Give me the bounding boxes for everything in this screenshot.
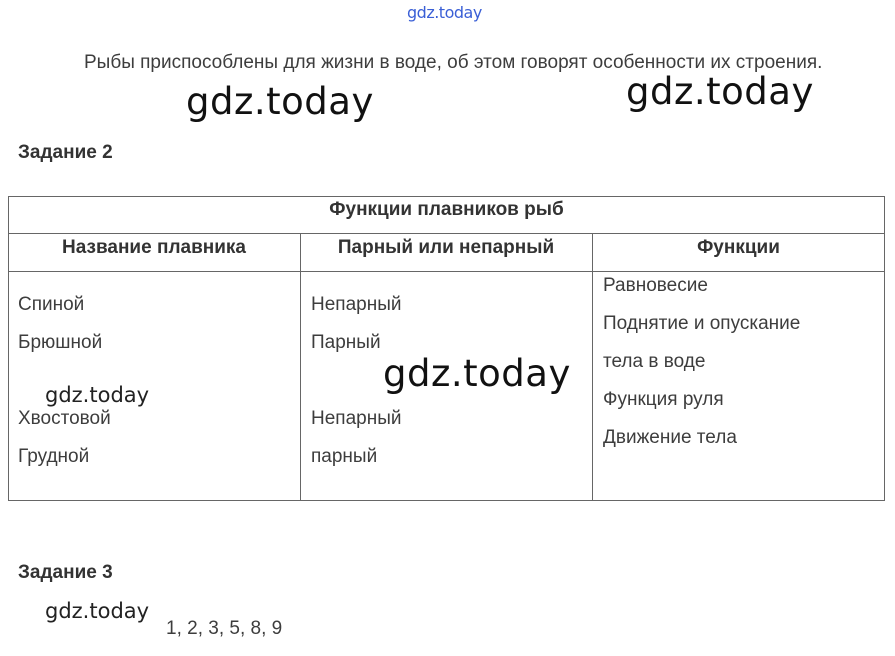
table-cell-function: Функция руля <box>603 389 724 410</box>
table-cell-fin-name: Спиной <box>18 294 85 315</box>
table-cell-paired: Непарный <box>311 294 402 315</box>
table-header-name: Название плавника <box>62 237 246 258</box>
watermark-task3: gdz.today <box>45 599 150 623</box>
table-cell-function: тела в воде <box>603 351 706 372</box>
table-cell-function: Поднятие и опускание <box>603 313 801 334</box>
table-cell-paired: парный <box>311 446 378 467</box>
watermark-large-right: gdz.today <box>626 70 814 113</box>
table-cell-fin-name: Брюшной <box>18 332 103 353</box>
table-header-paired: Парный или непарный <box>337 237 555 258</box>
table-header-functions: Функции <box>697 237 780 258</box>
table-cell-paired: Парный <box>311 332 381 353</box>
table-cell-function: Равновесие <box>603 275 708 296</box>
watermark-large-left: gdz.today <box>186 80 374 123</box>
table-cell-fin-name: Хвостовой <box>18 408 111 429</box>
table-col-divider-1 <box>300 233 301 501</box>
table-cell-paired: Непарный <box>311 408 402 429</box>
table-divider-header <box>8 271 885 272</box>
task3-heading: Задание 3 <box>18 562 113 583</box>
table-cell-fin-name: Грудной <box>18 446 90 467</box>
table-col-divider-2 <box>592 233 593 501</box>
table-divider-title <box>8 233 885 234</box>
table-title: Функции плавников рыб <box>329 199 564 220</box>
task3-answer: 1, 2, 3, 5, 8, 9 <box>166 618 283 639</box>
watermark-top: gdz.today <box>407 3 482 22</box>
task2-heading: Задание 2 <box>18 142 113 163</box>
table-cell-function: Движение тела <box>603 427 737 448</box>
intro-paragraph: Рыбы приспособлены для жизни в воде, об этом говорят особенности их строения. <box>84 52 823 73</box>
watermark-table-small: gdz.today <box>45 383 150 407</box>
watermark-table-large: gdz.today <box>383 352 571 395</box>
